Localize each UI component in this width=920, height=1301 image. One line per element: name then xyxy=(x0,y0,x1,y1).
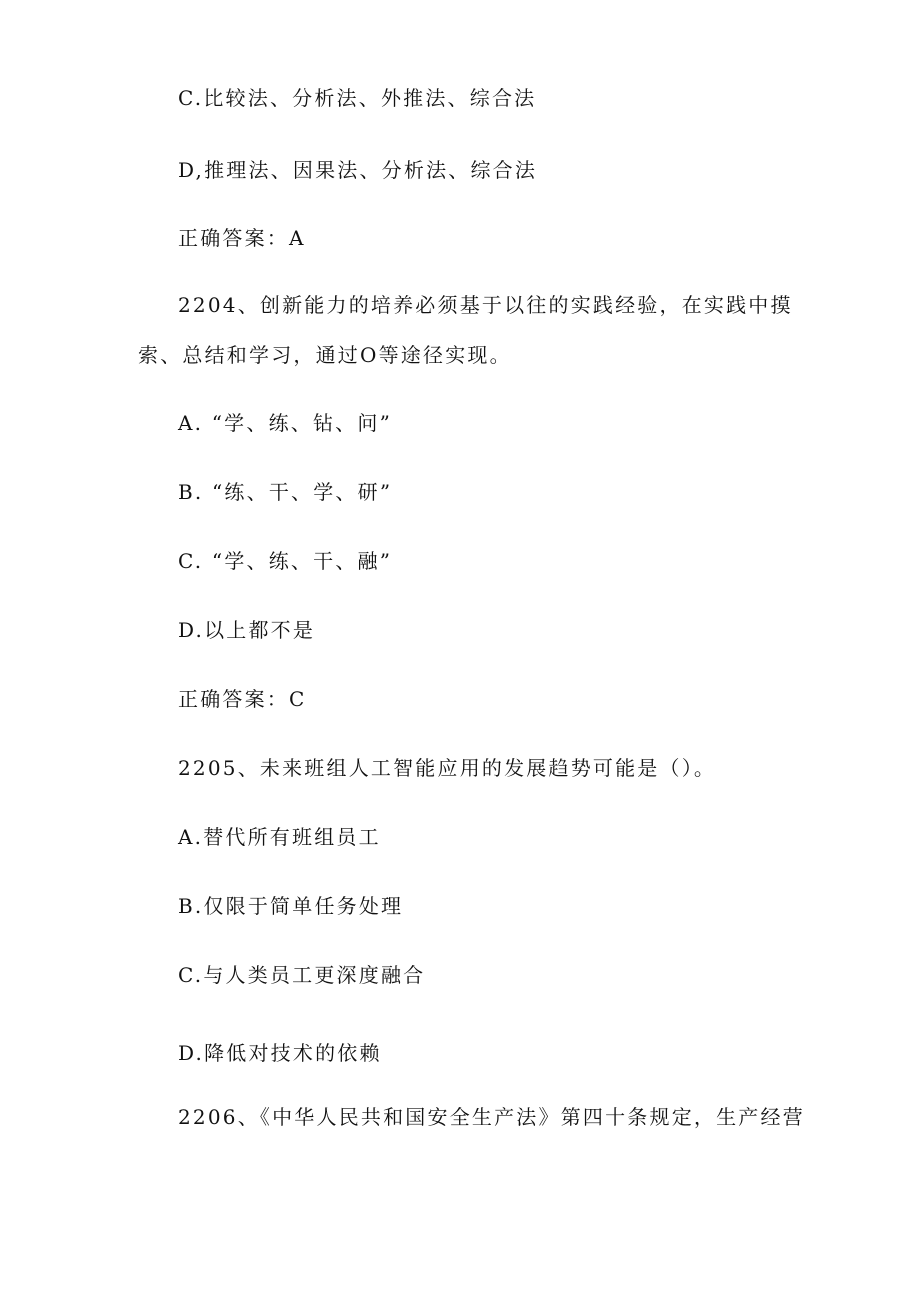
q2204-answer: 正确答案：C xyxy=(178,687,307,711)
q2204-stem-line1: 2204、创新能力的培养必须基于以往的实践经验，在实践中摸 xyxy=(178,293,793,317)
q2203-answer: 正确答案：A xyxy=(178,226,306,250)
q2203-option-c: C.比较法、分析法、外推法、综合法 xyxy=(178,86,537,110)
q2204-option-c: C. “学、练、干、融” xyxy=(178,549,393,573)
q2204-option-d: D.以上都不是 xyxy=(178,618,316,642)
q2205-option-c: C.与人类员工更深度融合 xyxy=(178,963,426,987)
q2205-option-a: A.替代所有班组员工 xyxy=(178,825,381,849)
q2203-option-d: D,推理法、因果法、分析法、综合法 xyxy=(178,158,538,182)
q2205-option-d: D.降低对技术的依赖 xyxy=(178,1041,382,1065)
q2204-option-b: B. “练、干、学、研” xyxy=(178,480,393,504)
q2204-option-a: A. “学、练、钻、问” xyxy=(178,411,393,435)
q2206-stem-line1: 2206、《中华人民共和国安全生产法》第四十条规定，生产经营 xyxy=(178,1105,805,1129)
q2205-option-b: B.仅限于简单任务处理 xyxy=(178,894,404,918)
q2205-stem: 2205、未来班组人工智能应用的发展趋势可能是（）。 xyxy=(178,756,717,780)
q2204-stem-line2: 索、总结和学习，通过O等途径实现。 xyxy=(138,343,512,367)
